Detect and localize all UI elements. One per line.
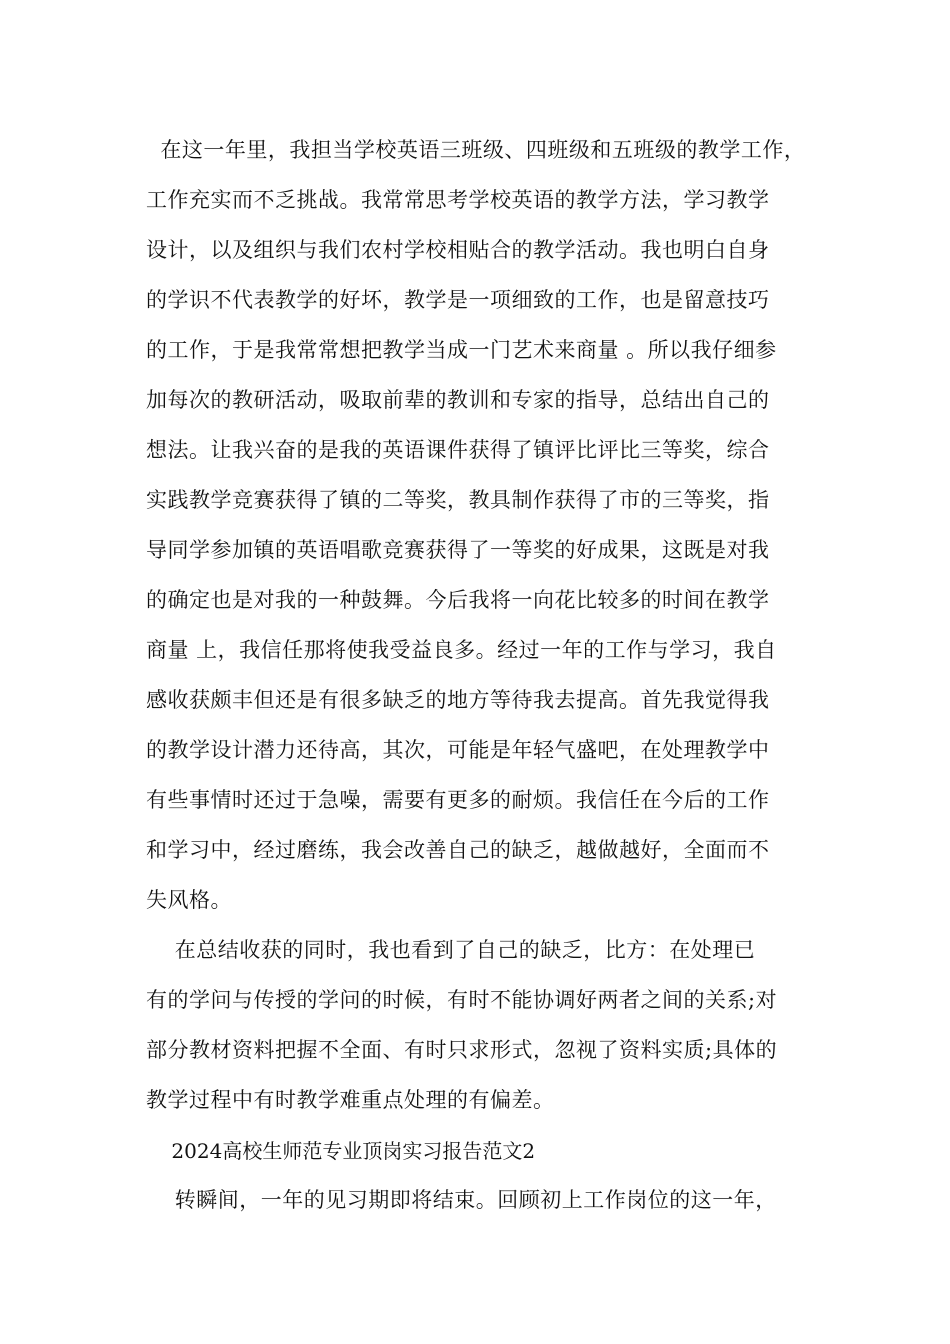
- paragraph-line: 加每次的教研活动，吸取前辈的教训和专家的指导，总结出自己的: [146, 388, 770, 412]
- paragraph-line: 教学过程中有时教学难重点处理的有偏差。: [146, 1088, 555, 1112]
- paragraph-line: 实践教学竞赛获得了镇的二等奖，教具制作获得了市的三等奖，指: [146, 488, 770, 512]
- paragraph-line: 在总结收获的同时，我也看到了自己的缺乏，比方：在处理已: [146, 938, 756, 962]
- paragraph-line: 工作充实而不乏挑战。我常常思考学校英语的教学方法，学习教学: [146, 188, 770, 212]
- paragraph-line: 部分教材资料把握不全面、有时只求形式，忽视了资料实质;具体的: [146, 1038, 778, 1062]
- paragraph-line: 的学识不代表教学的好坏，教学是一项细致的工作，也是留意技巧: [146, 288, 770, 312]
- paragraph-line: 商量 上，我信任那将使我受益良多。经过一年的工作与学习，我自: [146, 638, 777, 662]
- paragraph-line: 失风格。: [146, 888, 232, 912]
- paragraph-line: 想法。让我兴奋的是我的英语课件获得了镇评比评比三等奖，综合: [146, 438, 770, 462]
- paragraph-line: 的工作，于是我常常想把教学当成一门艺术来商量 。所以我仔细参: [146, 338, 777, 362]
- paragraph-line: 在这一年里，我担当学校英语三班级、四班级和五班级的教学工作，: [146, 138, 806, 162]
- paragraph-line: 导同学参加镇的英语唱歌竞赛获得了一等奖的好成果，这既是对我: [146, 538, 770, 562]
- paragraph-line: 转瞬间，一年的见习期即将结束。回顾初上工作岗位的这一年，: [146, 1188, 777, 1212]
- paragraph-line: 有些事情时还过于急噪，需要有更多的耐烦。我信任在今后的工作: [146, 788, 770, 812]
- paragraph-line: 的教学设计潜力还待高，其次，可能是年轻气盛吧，在处理教学中: [146, 738, 770, 762]
- paragraph-line: 有的学问与传授的学问的时候，有时不能协调好两者之间的关系;对: [146, 988, 778, 1012]
- paragraph-line: 感收获颇丰但还是有很多缺乏的地方等待我去提高。首先我觉得我: [146, 688, 770, 712]
- paragraph-line: 设计，以及组织与我们农村学校相贴合的教学活动。我也明白自身: [146, 238, 770, 262]
- paragraph-line: 和学习中，经过磨练，我会改善自己的缺乏，越做越好，全面而不: [146, 838, 770, 862]
- section-heading: 2024高校生师范专业顶岗实习报告范文2: [146, 1139, 536, 1163]
- paragraph-line: 的确定也是对我的一种鼓舞。今后我将一向花比较多的时间在教学: [146, 588, 770, 612]
